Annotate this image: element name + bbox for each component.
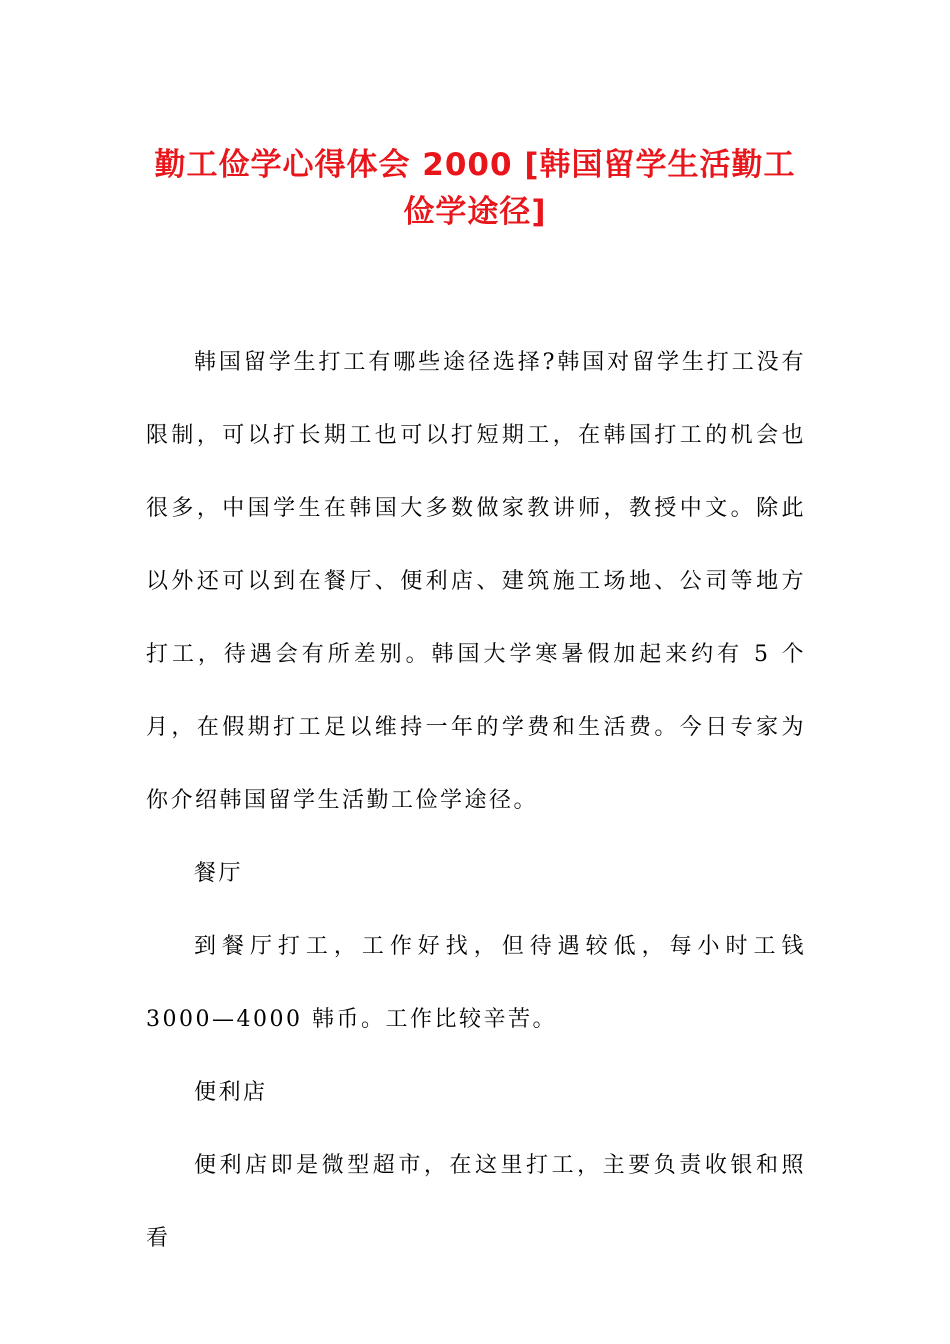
paragraph-convenience-store: 便利店即是微型超市，在这里打工，主要负责收银和照看: [146, 1153, 806, 1251]
paragraph-restaurant: 到餐厅打工，工作好找，但待遇较低，每小时工钱 3000—4000 韩币。工作比较辛苦。: [146, 934, 806, 1032]
title-line-2: 俭学途径]: [403, 194, 547, 230]
heading-restaurant: 餐厅: [194, 861, 244, 886]
document-title: [130, 142, 820, 236]
paragraph-intro: 韩国留学生打工有哪些途径选择?韩国对留学生打工没有限制，可以打长期工也可以打短期工，在韩国打工的机会也很多，中国学生在韩国大多数做家教讲师，教授中文。除此以外还可以到在餐厅、便利店、建筑施工场地、公司等地方打工，待遇会有所差别。韩国大学寒暑假加起来约有 5 个月，在假期打工足以维持一年的学费和生活费。今日专家为你介绍韩国留学生活勤工俭学途径。: [146, 350, 806, 813]
document-body: [146, 326, 806, 1275]
heading-convenience-store: 便利店: [194, 1080, 268, 1105]
title-line-1: 勤工俭学心得体会 2000 [韩国留学生活勤工: [154, 147, 796, 183]
